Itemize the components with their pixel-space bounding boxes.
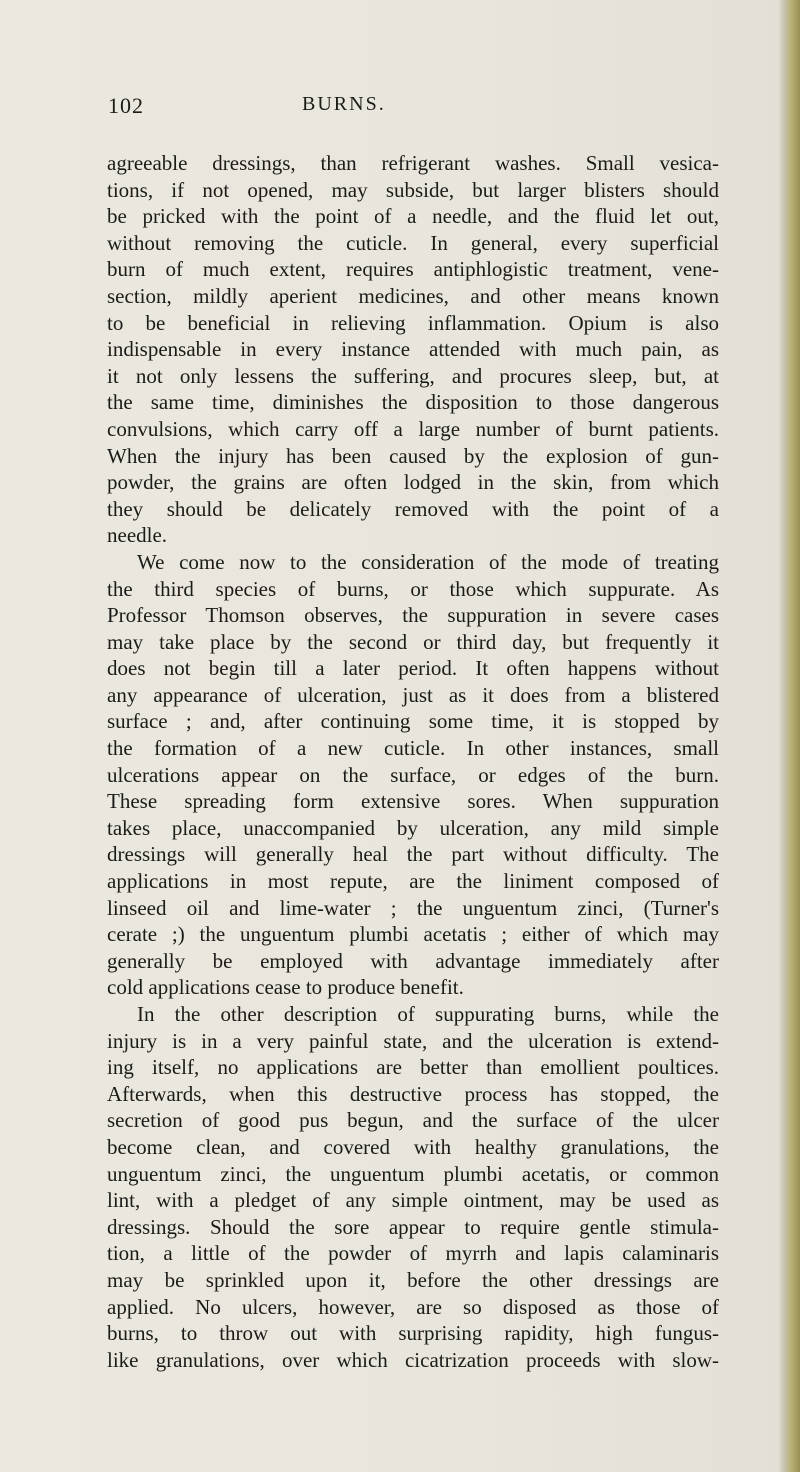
text-line: dressings. Should the sore appear to require gentle stimula- — [107, 1214, 719, 1239]
page-number: 102 — [108, 93, 144, 118]
text-line: ing itself, no applications are better than emollient poultices. — [107, 1055, 719, 1080]
text-line: burn of much extent, requires antiphlogistic treatment, vene- — [107, 257, 719, 282]
text-line: generally be employed with advantage immediately after — [107, 948, 719, 973]
text-line: section, mildly aperient medicines, and other means known — [107, 283, 719, 308]
text-line: When the injury has been caused by the explosion of gun- — [107, 443, 719, 468]
text-line: may take place by the second or third day, but frequently it — [107, 629, 719, 654]
text-line: burns, to throw out with surprising rapidity, high fungus- — [107, 1321, 719, 1346]
text-line: ulcerations appear on the surface, or edges of the burn. — [107, 762, 719, 787]
text-line: agreeable dressings, than refrigerant washes. Small vesica- — [107, 151, 719, 175]
page-header — [108, 93, 708, 123]
text-line: cold applications cease to produce benefit. — [107, 975, 464, 1000]
text-line: surface ; and, after continuing some time, it is stopped by — [107, 709, 719, 734]
text-line: unguentum zinci, the unguentum plumbi acetatis, or common — [107, 1161, 719, 1186]
text-line: the same time, diminishes the disposition to those dangerous — [107, 390, 719, 415]
text-line: the formation of a new cuticle. In other instances, small — [107, 736, 719, 761]
page-edge-shadow — [778, 0, 800, 1472]
text-line: cerate ;) the unguentum plumbi acetatis ; either of which may — [107, 922, 719, 947]
text-line: applied. No ulcers, however, are so disposed as those of — [107, 1294, 719, 1319]
text-line: any appearance of ulceration, just as it does from a blistered — [107, 682, 719, 707]
text-line: Professor Thomson observes, the suppuration in severe cases — [107, 603, 719, 628]
text-line: linseed oil and lime-water ; the unguentum zinci, (Turner's — [107, 895, 719, 920]
text-line: secretion of good pus begun, and the surface of the ulcer — [107, 1108, 719, 1133]
text-line: takes place, unaccompanied by ulceration, any mild simple — [107, 815, 719, 840]
text-line: tion, a little of the powder of myrrh and lapis calaminaris — [107, 1241, 719, 1266]
text-line: These spreading form extensive sores. When suppuration — [107, 789, 719, 814]
text-line: lint, with a pledget of any simple ointment, may be used as — [107, 1188, 719, 1213]
text-line: powder, the grains are often lodged in the skin, from which — [107, 470, 719, 495]
text-line: like granulations, over which cicatrization proceeds with slow- — [107, 1347, 719, 1372]
text-line: to be beneficial in relieving inflammation. Opium is also — [107, 310, 719, 335]
text-line: tions, if not opened, may subside, but larger blisters should — [107, 177, 719, 202]
body-text — [107, 150, 719, 1373]
text-line: indispensable in every instance attended with much pain, as — [107, 337, 719, 362]
text-line: We come now to the consideration of the mode of treating — [137, 549, 719, 574]
text-line: it not only lessens the suffering, and procures sleep, but, at — [107, 363, 719, 388]
text-line: they should be delicately removed with the point of a — [107, 496, 719, 521]
text-line: become clean, and covered with healthy granulations, the — [107, 1134, 719, 1159]
text-line: without removing the cuticle. In general, every superficial — [107, 230, 719, 255]
text-line: does not begin till a later period. It often happens without — [107, 656, 719, 681]
text-line: convulsions, which carry off a large number of burnt patients. — [107, 416, 719, 441]
running-head: BURNS. — [302, 93, 386, 115]
text-line: the third species of burns, or those which suppurate. As — [107, 576, 719, 601]
text-line: dressings will generally heal the part without difficulty. The — [107, 842, 719, 867]
text-line: Afterwards, when this destructive process has stopped, the — [107, 1081, 719, 1106]
text-line: applications in most repute, are the liniment composed of — [107, 869, 719, 894]
text-line: needle. — [107, 523, 168, 548]
text-line: be pricked with the point of a needle, and the fluid let out, — [107, 204, 719, 229]
text-line: may be sprinkled upon it, before the other dressings are — [107, 1267, 719, 1292]
text-line: In the other description of suppurating burns, while the — [137, 1002, 719, 1026]
text-line: injury is in a very painful state, and the ulceration is extend- — [107, 1028, 719, 1053]
